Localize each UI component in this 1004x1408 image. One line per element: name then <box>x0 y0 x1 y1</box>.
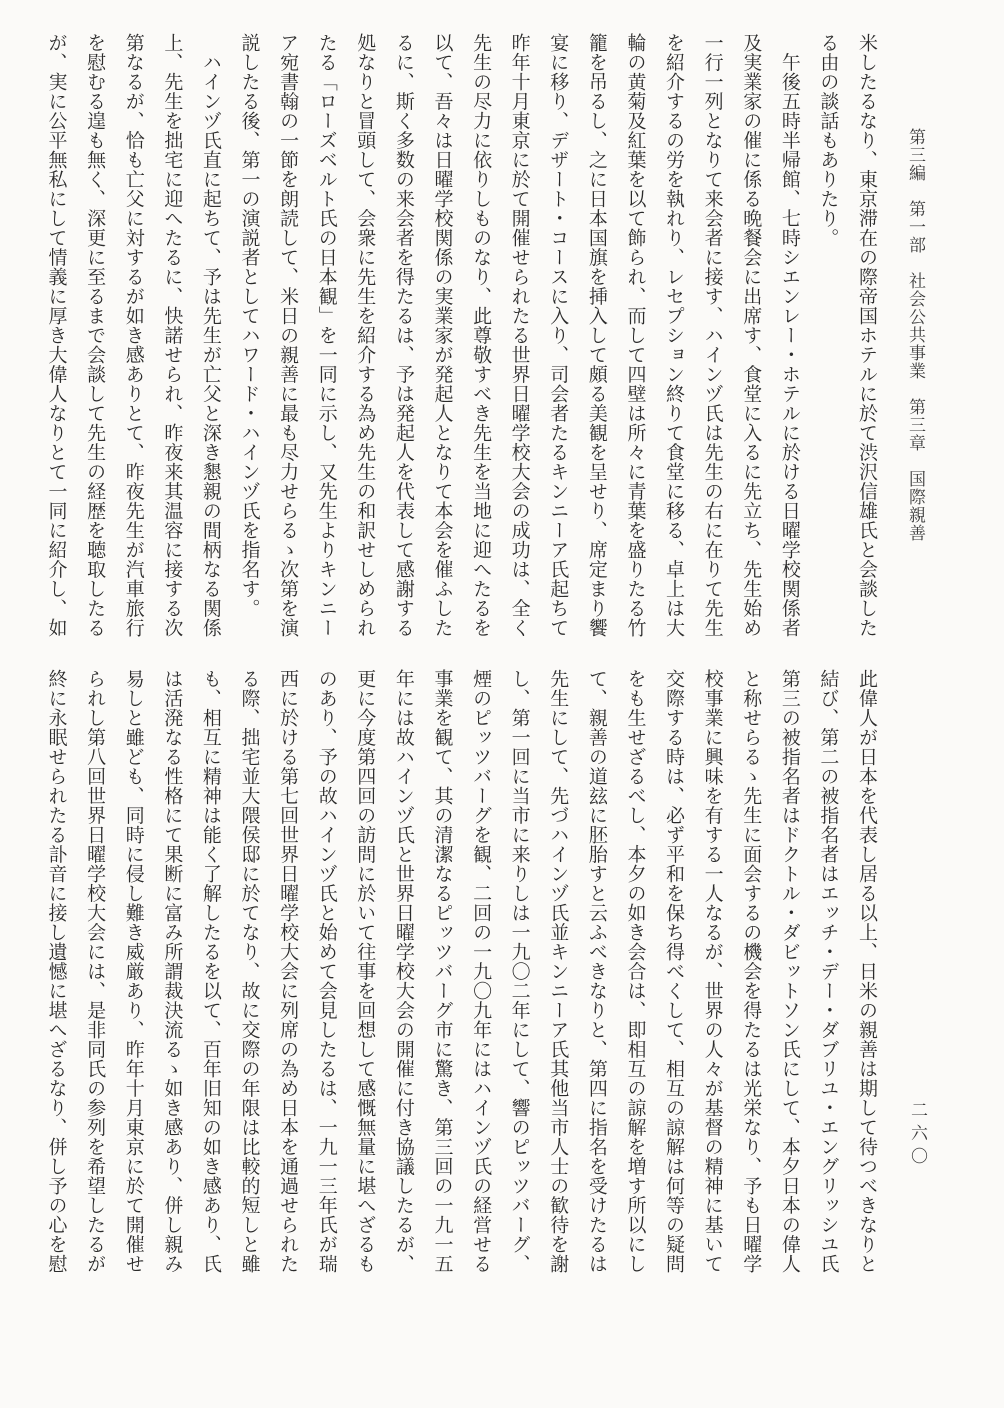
text-column: 宴に移り、デザート・コースに入り、司会者たるキンニーア氏起ちて <box>547 33 569 638</box>
text-column: て、親善の道玆に胚胎すと云ふべきなりと、第四に指名を受けたるは <box>585 669 607 1274</box>
text-column: 昨年十月東京に於て開催せられたる世界日曜学校大会の成功は、全く <box>508 33 530 638</box>
text-column: も、相互に精神は能く了解したるを以て、百年旧知の如き感あり、氏 <box>199 669 221 1274</box>
text-column: 以て、吾々は日曜学校関係の実業家が発起人となりて本会を催ふした <box>431 33 453 638</box>
text-column: 事業を観て、其の清潔なるピッツバーグ市に驚き、第三回の一九一五 <box>431 669 453 1274</box>
text-column: 交際する時は、必ず平和を保ち得べくして、相互の諒解は何等の疑問 <box>663 669 685 1274</box>
text-column: 上、先生を拙宅に迎へたるに、快諾せられ、昨夜来其温容に接する次 <box>161 33 183 638</box>
text-column: 一行一列となりて来会者に接す、ハインヅ氏は先生の右に在りて先生 <box>701 33 723 638</box>
text-column: 米したるなり、東京滞在の際帝国ホテルに於て渋沢信雄氏と会談した <box>856 33 877 638</box>
bottom-text-block <box>33 669 885 1284</box>
text-column: 年には故ハインヅ氏と世界日曜学校大会の開催に付き協議したるが、 <box>392 669 414 1274</box>
text-column: 先生の尽力に依りしものなり、此尊敬すべき先生を当地に迎へたるを <box>470 33 492 638</box>
text-column: 更に今度第四回の訪問に於いて往事を回想して感慨無量に堪へざるも <box>354 669 376 1274</box>
text-column: のあり、予の故ハインヅ氏と始めて会見したるは、一九一三年氏が瑞 <box>315 669 337 1274</box>
text-column: し、第一回に当市に来りしは一九〇二年にして、響のピッツバーグ、 <box>508 669 530 1274</box>
text-column: 第なるが、恰も亡父に対するが如き感ありとて、昨夜先生が汽車旅行 <box>122 33 144 638</box>
text-column: を紹介するの労を執れり、レセプション終りて食堂に移る、卓上は大 <box>663 33 685 638</box>
text-column: 輪の黄菊及紅葉を以て飾られ、而して四壁は所々に青葉を盛りたる竹 <box>624 33 646 638</box>
text-column: られし第八回世界日曜学校大会には、是非同氏の参列を希望したるが <box>84 669 106 1274</box>
text-column: たる「ローズベルト氏の日本観」を一同に示し、又先生よりキンニー <box>315 33 337 638</box>
text-column: 籠を吊るし、之に日本国旗を挿入して頗る美観を呈せり、席定まり饗 <box>585 33 607 638</box>
text-column: をも生せざるべし、本夕の如き会合は、即相互の諒解を増す所以にし <box>624 669 646 1274</box>
text-column: 説したる後、第一の演説者としてハワード・ハインヅ氏を指名す。 <box>238 33 260 618</box>
page-number: 二六〇 <box>908 1101 927 1170</box>
text-column: 処なりと冒頭して、会衆に先生を紹介する為め先生の和訳せしめられ <box>354 33 376 638</box>
text-column: 此偉人が日本を代表し居る以上、日米の親善は期して待つべきなりと <box>856 669 877 1274</box>
text-column: 午後五時半帰館、七時シエンレー・ホテルに於ける日曜学校関係者 <box>778 33 800 638</box>
text-column: るに、斯く多数の来会者を得たるは、予は発起人を代表して感謝する <box>392 33 414 638</box>
text-column: る際、拙宅並大隈侯邸に於てなり、故に交際の年限は比較的短しと雖 <box>238 669 260 1274</box>
text-column: 第三の被指名者はドクトル・ダビットソン氏にして、本夕日本の偉人 <box>778 669 800 1274</box>
text-column: 煙のピッツバーグを観、二回の一九〇九年にはハインヅ氏の経営せる <box>470 669 492 1274</box>
text-column: は活溌なる性格にて果断に富み所謂裁決流るゝ如き感あり、併し親み <box>161 669 183 1274</box>
text-column: 終に永眠せられたる訃音に接し遺憾に堪へざるなり、併し予の心を慰 <box>45 669 67 1274</box>
text-column: 先生にして、先づハインヅ氏並キンニーア氏其他当市人士の歓待を謝 <box>547 669 569 1274</box>
text-column: ハインヅ氏直に起ちて、予は先生が亡父と深き懇親の間柄なる関係 <box>199 33 221 638</box>
text-column: ア宛書翰の一節を朗読して、米日の親善に最も尽力せらるゝ次第を演 <box>277 33 299 638</box>
text-column: 結び、第二の被指名者はエッチ・デー・ダブリユ・エングリッシユ氏 <box>817 669 839 1274</box>
text-column: と称せらるゝ先生に面会するの機会を得たるは光栄なり、予も日曜学 <box>740 669 762 1274</box>
text-column: 易しと雖ども、同時に侵し難き威厳あり、昨年十月東京に於て開催せ <box>122 669 144 1274</box>
top-text-block <box>33 33 885 655</box>
running-head: 第三編 第一部 社会公共事業 第三章 国際親善 <box>906 128 925 542</box>
text-column: 西に於ける第七回世界日曜学校大会に列席の為め日本を通過せられた <box>277 669 299 1274</box>
text-column: を慰むる遑も無く、深更に至るまで会談して先生の経歴を聴取したる <box>84 33 106 638</box>
text-column: 及実業家の催に係る晩餐会に出席す、食堂に入るに先立ち、先生始め <box>740 33 762 638</box>
text-column: が、実に公平無私にして情義に厚き大偉人なりとて一同に紹介し、如 <box>45 33 67 638</box>
text-column: る由の談話もありたり。 <box>817 33 839 248</box>
text-column: 校事業に興味を有する一人なるが、世界の人々が基督の精神に基いて <box>701 669 723 1274</box>
